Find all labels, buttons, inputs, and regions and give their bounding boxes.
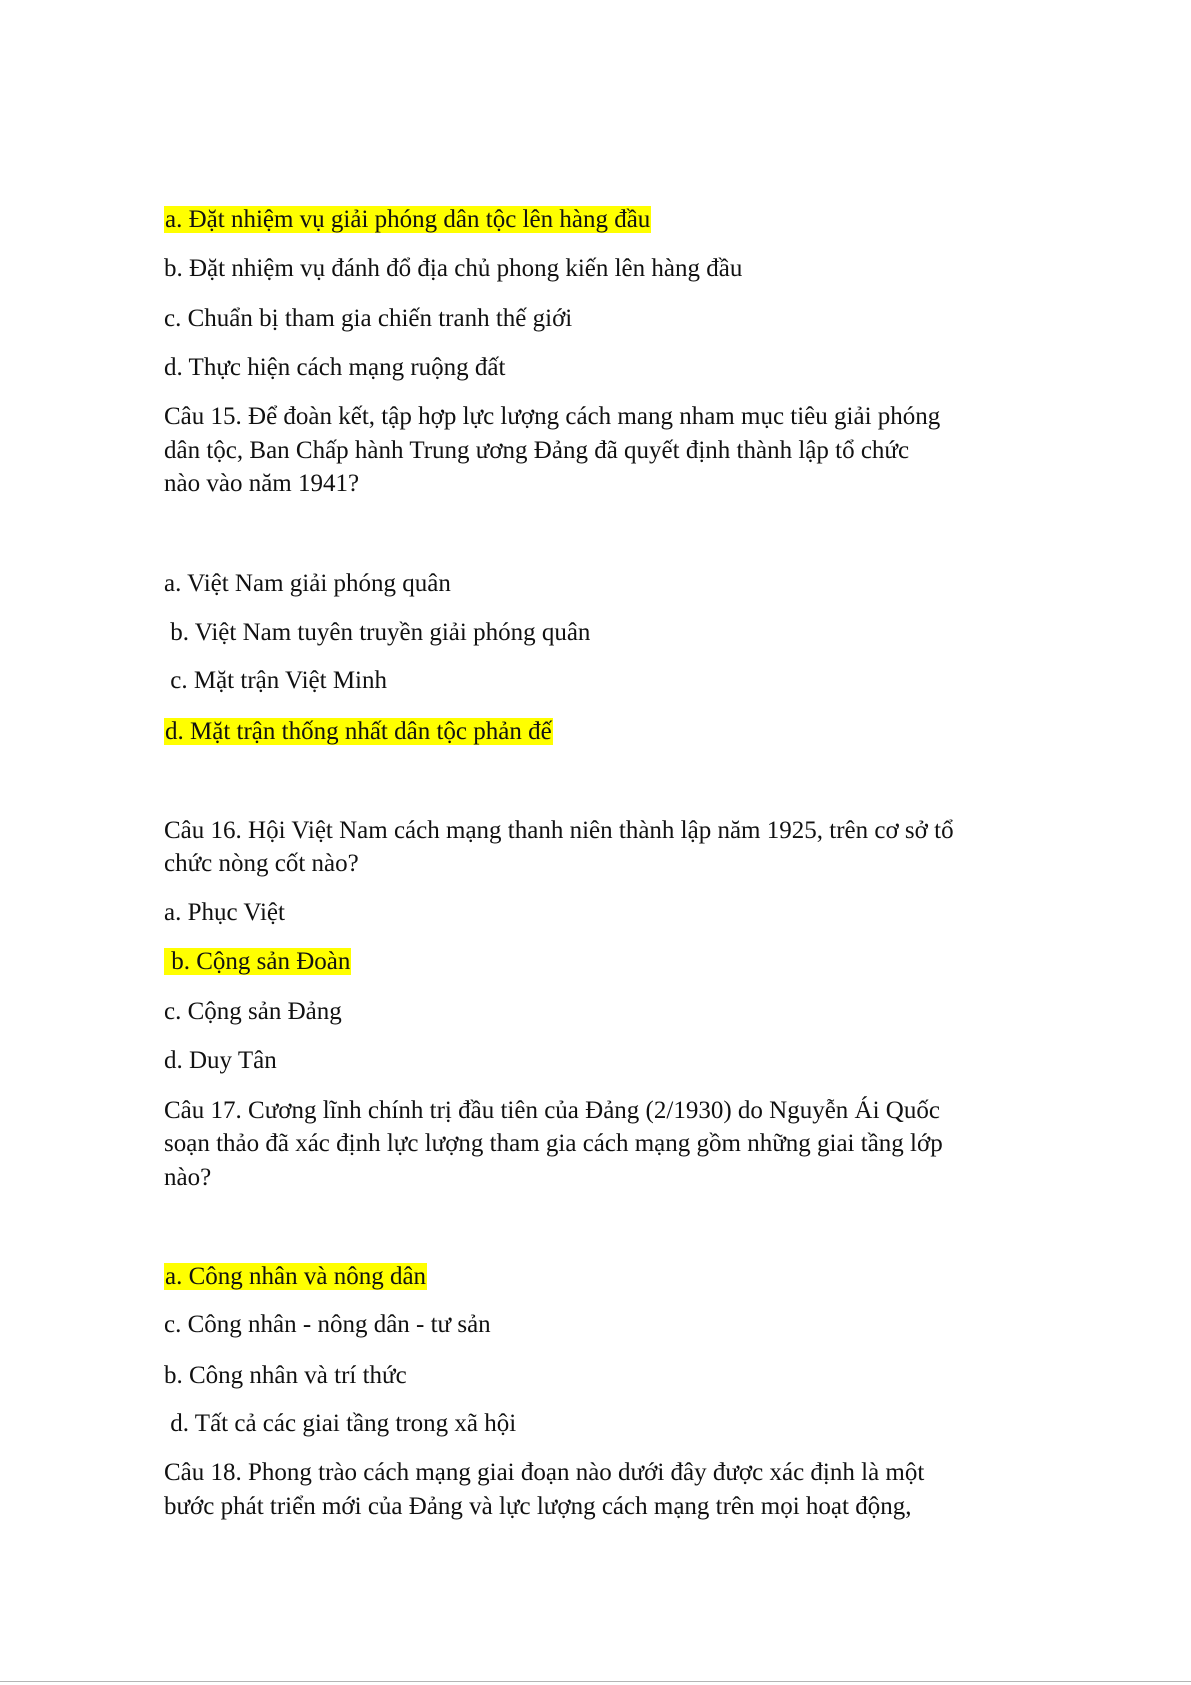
answer-17-c: c. Công nhân - nông dân - tư sản xyxy=(164,1311,491,1338)
question-17-line-2: soạn thảo đã xác định lực lượng tham gia cách mạng gồm những giai tầng lớp xyxy=(164,1130,943,1157)
page-bottom-edge xyxy=(0,1681,1191,1682)
answer-15-a: a. Việt Nam giải phóng quân xyxy=(164,570,451,597)
answer-15-b: b. Việt Nam tuyên truyền giải phóng quân xyxy=(164,619,591,646)
answer-17-a xyxy=(164,1260,427,1294)
answer-14-a xyxy=(164,203,651,237)
answer-16-a: a. Phục Việt xyxy=(164,899,285,926)
answer-14-c: c. Chuẩn bị tham gia chiến tranh thế giới xyxy=(164,305,573,332)
question-16-line-2: chức nòng cốt nào? xyxy=(164,850,359,877)
answer-14-b: b. Đặt nhiệm vụ đánh đổ địa chủ phong kiến lên hàng đầu xyxy=(164,255,743,282)
answer-16-c: c. Cộng sản Đảng xyxy=(164,998,342,1025)
answer-17-b: b. Công nhân và trí thức xyxy=(164,1362,407,1389)
highlighted-text: a. Đặt nhiệm vụ giải phóng dân tộc lên hàng đầu xyxy=(165,206,651,233)
highlighted-text: d. Mặt trận thống nhất dân tộc phản đế xyxy=(165,718,552,745)
question-18-line-2: bước phát triển mới của Đảng và lực lượng cách mạng trên mọi hoạt động, xyxy=(164,1493,912,1520)
answer-15-d xyxy=(164,715,553,749)
question-16-line-1: Câu 16. Hội Việt Nam cách mạng thanh niên thành lập năm 1925, trên cơ sở tổ xyxy=(164,817,954,844)
answer-14-d: d. Thực hiện cách mạng ruộng đất xyxy=(164,354,506,381)
question-15-line-1: Câu 15. Để đoàn kết, tập hợp lực lượng cách mang nham mục tiêu giải phóng xyxy=(164,403,941,430)
question-18-line-1: Câu 18. Phong trào cách mạng giai đoạn nào dưới đây được xác định là một xyxy=(164,1459,925,1486)
highlighted-text: a. Công nhân và nông dân xyxy=(165,1263,427,1290)
answer-17-d: d. Tất cả các giai tầng trong xã hội xyxy=(164,1410,517,1437)
answer-16-b xyxy=(164,945,351,979)
question-15-line-3: nào vào năm 1941? xyxy=(164,470,360,497)
question-17-line-3: nào? xyxy=(164,1164,212,1191)
answer-15-c: c. Mặt trận Việt Minh xyxy=(164,667,387,694)
question-15-line-2: dân tộc, Ban Chấp hành Trung ương Đảng đã quyết định thành lập tổ chức xyxy=(164,437,910,464)
highlighted-text: b. Cộng sản Đoàn xyxy=(165,948,351,975)
question-17-line-1: Câu 17. Cương lĩnh chính trị đầu tiên của Đảng (2/1930) do Nguyễn Ái Quốc xyxy=(164,1097,940,1124)
answer-16-d: d. Duy Tân xyxy=(164,1047,277,1074)
